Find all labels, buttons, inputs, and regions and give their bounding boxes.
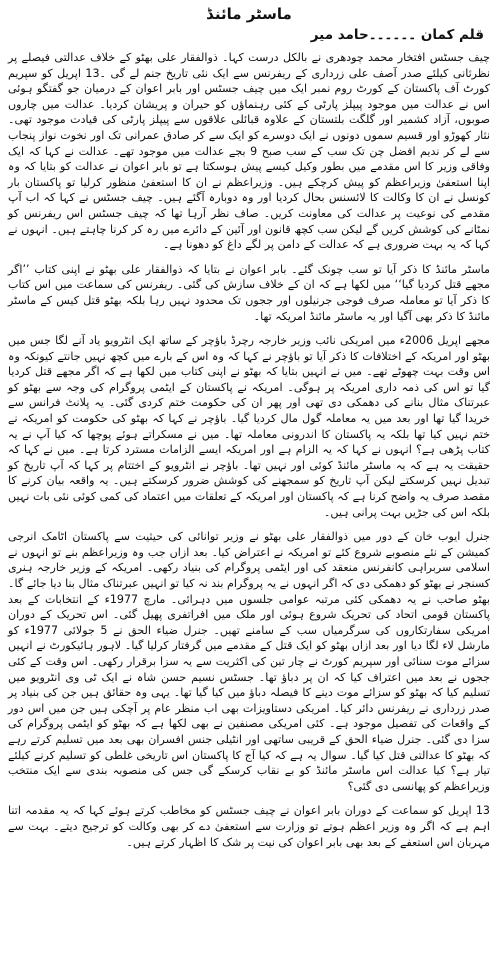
paragraph: ماسٹر مائنڈ کا ذکر آیا تو سب چونک گئے۔ بابر اعوان نے بتایا کہ ذوالفقار علی بھٹو نے اپنی کتاب ’’اگر مجھے قتل کردیا گیا‘‘ میں لکھا ہے کہ ان کے خلاف سازش کی گئی۔ ریفرنس کی سماعت میں اس کتاب کا ذکر آیا تو معاملہ صرف فوجی جرنیلوں اور ججوں تک محدود نہیں رہا بلکہ بھٹو قتل کیس کے ماسٹر مائنڈ کا ذکر بھی آگیا اور یہ ماسٹر مائنڈ امریکہ تھا۔ bbox=[8, 262, 490, 323]
paragraph: جنرل ایوب خان کے دور میں ذوالفقار علی بھٹو نے وزیر توانائی کی حیثیت سے پاکستان اٹامک انرجی کمیشن کے نئے منصوبے شروع کئے تو امریکہ نے اعتراض کیا۔ بعد ازاں جب وہ وزیراعظم بنے تو انہوں نے اسلامی سربراہی کانفرنس منعقد کی اور ایٹمی پروگرام کی بنیاد رکھی۔ امریکہ کے وزیر خارجہ ہنری کسنجر نے بھٹو کو دھمکی دی کہ اگر انہوں نے یہ پروگرام بند نہ کیا تو انہیں عبرتناک مثال بنا دیا جائے گا۔ بھٹو صاحب نے یہ دھمکی کئی مرتبہ عوامی جلسوں میں دہرائی۔ مارچ 1977ء کے انتخابات کے بعد پاکستان قومی اتحاد کی تحریک شروع ہوئی اور ملک میں افراتفری پھیل گئی۔ اس تحریک کے دوران امریکی سفارتکاروں کی سرگرمیاں سب کے سامنے تھیں۔ جنرل ضیاء الحق نے 5 جولائی 1977ء کو مارشل لاء لگا دیا اور بعد ازاں بھٹو کو ایک قتل کے مقدمے میں گرفتار کرلیا گیا۔ لاہور ہائیکورٹ نے انہیں سزائے موت سنائی اور سپریم کورٹ نے چار تین کی اکثریت سے یہ سزا برقرار رکھی۔ اس وقت کے کئی ججوں نے بعد میں اعتراف کیا کہ ان پر دباؤ تھا۔ جسٹس نسیم حسن شاہ نے ایک ٹی وی انٹرویو میں تسلیم کیا کہ بھٹو کو سزائے موت دینے کا فیصلہ دباؤ میں کیا گیا تھا۔ یہی وہ حقائق ہیں جن کی بنیاد پر صدر زرداری نے ریفرنس دائر کیا۔ امریکی دستاویزات بھی اب منظر عام پر آچکی ہیں جن میں اس دور کے واقعات کی تفصیل موجود ہے۔ کئی امریکی مصنفین نے بھی لکھا ہے کہ بھٹو کو ایٹمی پروگرام کی سزا دی گئی۔ جنرل ضیاء الحق کے قریبی ساتھی اور انٹیلی جنس افسران بھی بعد میں تسلیم کرتے رہے کہ بھٹو کا عدالتی قتل کیا گیا۔ سوال یہ ہے کہ کیا آج کا پاکستان اس تاریخی غلطی کو تسلیم کرنے کیلئے تیار ہے؟ کیا عدالت اس ماسٹر مائنڈ کو بے نقاب کرسکے گی جس کی منصوبہ بندی سے ایک منتخب وزیراعظم کو پھانسی دی گئی؟ bbox=[8, 530, 490, 793]
paragraph: 13 اپریل کو سماعت کے دوران بابر اعوان نے چیف جسٹس کو مخاطب کرتے ہوئے کہا کہ یہ مقدمہ اتنا اہم ہے کہ اگر وہ وزیر اعظم ہوتے تو وزارت سے استعفیٰ دے کر بھی وکالت کو ترجیح دیتے۔ بہت سے مہربان اس استعفے کے بعد بھی بابر اعوان کی نیت پر شک کا اظہار کرتے ہیں۔ bbox=[8, 804, 490, 849]
paragraph: مجھے اپریل 2006ء میں امریکی نائب وزیر خارجہ رچرڈ باؤچر کے ساتھ ایک انٹرویو یاد آنے لگا جس میں بھٹو اور امریکہ کے اختلافات کا ذکر آیا تو باؤچر نے کہا کہ وہ اس کے بارے میں کچھ نہیں جانتے کیونکہ وہ اس وقت بہت چھوٹے تھے۔ میں نے انہیں بتایا کہ بھٹو نے اپنی کتاب میں لکھا ہے کہ اگر مجھے قتل کردیا گیا تو اس کی ذمہ داری امریکہ پر ہوگی۔ امریکہ نے پاکستان کے ایٹمی پروگرام کی وجہ سے بھٹو کو عبرتناک مثال بنانے کی دھمکی دی تھی اور پھر ان کی حکومت ختم کردی گئی۔ یہ پلانٹ فرانس سے خریدا گیا تھا اور بعد میں یہ معاملہ گول مال کردیا گیا۔ باؤچر نے کہا کہ بھٹو کی حکومت کو امریکہ نے ختم نہیں کیا تھا بلکہ یہ پاکستان کا اندرونی معاملہ تھا۔ میں نے مسکراتے ہوئے پوچھا کہ کیا آپ نے یہ کتاب پڑھی ہے؟ انہوں نے کہا کہ یہ الزام ہے اور امریکہ ایسے الزامات مسترد کرتا ہے۔ میں نے کہا کہ حقیقت یہ ہے کہ یہ ماسٹر مائنڈ کوئی اور نہیں تھا۔ باؤچر نے انٹرویو کے اختتام پر کہا کہ آپ تاریخ کو تبدیل نہیں کرسکتے لیکن آپ تاریخ کو سمجھنے کی کوشش ضرور کرسکتے ہیں۔ یہ واقعہ بیان کرنے کا مقصد صرف یہ واضح کرنا ہے کہ پاکستان اور امریکہ کے تعلقات میں اعتماد کی کمی کوئی نئی بات نہیں بلکہ اس کی جڑیں بہت پرانی ہیں۔ bbox=[8, 334, 490, 519]
paragraph: چیف جسٹس افتخار محمد چودھری نے بالکل درست کہا۔ ذوالفقار علی بھٹو کے خلاف عدالتی فیصلے پر نظرثانی کیلئے صدر آصف علی زرداری کے ریفرنس سے ایک نئی تاریخ جنم لے گی ۔13 اپریل کو سپریم کورٹ آف پاکستان کے کورٹ روم نمبر ایک میں چیف جسٹس اور بابر اعوان کے درمیان جو گفتگو ہوئی اس نے عدالت میں موجود پیپلز پارٹی کے کئی رہنماؤں کو حیران و پریشان کردیا۔ عدالت میں چاروں صوبوں، آزاد کشمیر اور گلگت بلتستان کے علاوہ قبائلی علاقوں سے پیپلز پارٹی کی قیادت موجود تھی۔ نثار کھوڑو اور قسیم سموں دونوں نے ایک دوسرے کو ایک سے کر صادق عمرانی تک اور نخوت نواز پنجاب سے لے کر ندیم افضل چن تک سب کے سب صبح 9 بجے عدالت میں موجود تھے۔ عدالت نے کہا کہ ایک وفاقی وزیر کا اس مقدمے میں بطور وکیل کیسے پیش ہوسکتا ہے تو بابر اعوان نے عدالت کو بتایا کہ وہ اپنا استعفیٰ وزیراعظم کو پیش کرچکے ہیں۔ وزیراعظم نے ان کا استعفیٰ منظور کرلیا تو پاکستان بار کونسل نے ان کا وکالت کا لائسنس بحال کردیا اور وہ دوبارہ آگئے ہیں۔ چیف جسٹس نے کہا کہ اب آپ مقدمے کی نوعیت پر عدالت کی معاونت کریں۔ صاف نظر آرہا تھا کہ چیف جسٹس اس ریفرنس کو نمٹانے کی کوشش کریں گے لیکن سب کچھ قانون اور آئین کے دائرے میں رہ کر کرنا چاہتے ہیں۔ انہوں نے کہا کہ یہ بہت ضروری ہے کہ عدالت کے دامن پر لگے داغ کو دھونا ہے۔ bbox=[8, 51, 490, 252]
column-byline: قلم کمان ۔۔۔۔۔۔حامد میر bbox=[310, 27, 484, 43]
column-title: ماسٹر مائنڈ bbox=[206, 5, 292, 23]
column-body bbox=[8, 50, 490, 850]
